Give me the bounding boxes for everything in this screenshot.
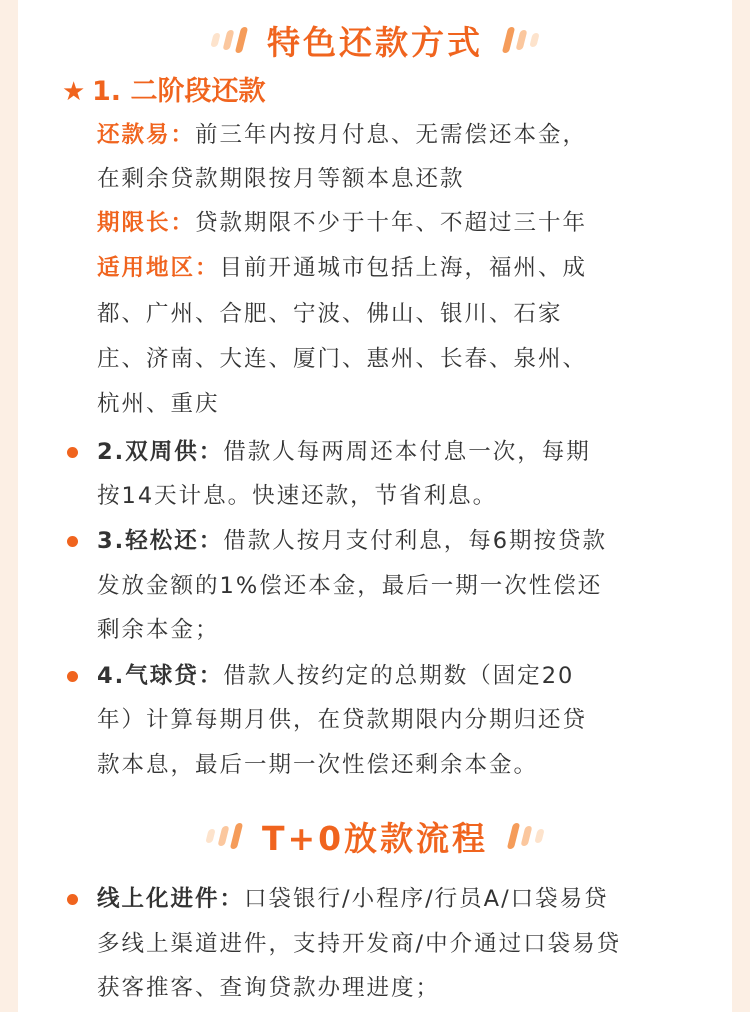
item-label: 2.双周供： [97, 439, 224, 465]
paragraph-line: 杭州、重庆 [97, 391, 220, 417]
decor-bars-right [510, 823, 543, 849]
paragraph-line: 适用地区：目前开通城市包括上海，福州、成 [97, 255, 588, 281]
bullet-dot [67, 671, 78, 682]
paragraph-line: 还款易：前三年内按月付息、无需偿还本金， [97, 122, 588, 148]
section-title: T+0放款流程 [261, 818, 489, 858]
decor-bars-right [505, 27, 538, 53]
item-heading [62, 70, 265, 114]
paragraph-line: 3.轻松还：借款人按月支付利息，每6期按贷款 [97, 528, 608, 554]
paragraph-line: 4.气球贷：借款人按约定的总期数（固定20 [97, 663, 575, 689]
item-heading-text: 1. 二阶段还款 [92, 76, 266, 107]
paragraph-line: 都、广州、合肥、宁波、佛山、银川、石家 [97, 301, 563, 327]
item-label: 线上化进件： [97, 886, 245, 912]
star-icon: ★ [62, 77, 86, 107]
paragraph-line: 剩余本金； [97, 617, 220, 643]
section-header-repayment [18, 10, 732, 70]
bullet-dot [67, 894, 78, 905]
decor-bars-left [212, 27, 245, 53]
paragraph-line: 发放金额的1%偿还本金，最后一期一次性偿还 [97, 573, 603, 599]
section-title: 特色还款方式 [267, 22, 483, 62]
paragraph-line: 庄、济南、大连、厦门、惠州、长春、泉州、 [97, 346, 588, 372]
item-label: 适用地区： [97, 255, 220, 281]
paragraph-line: 在剩余贷款期限按月等额本息还款 [97, 166, 465, 192]
paragraph-line: 年）计算每期月供，在贷款期限内分期归还贷 [97, 707, 588, 733]
decor-bars-left [207, 823, 240, 849]
paragraph-line: 2.双周供：借款人每两周还本付息一次，每期 [97, 439, 591, 465]
paragraph-line: 线上化进件：口袋银行/小程序/行员A/口袋易贷 [97, 886, 609, 912]
paragraph-line: 按14天计息。快速还款，节省利息。 [97, 483, 498, 509]
item-label: 还款易： [97, 122, 196, 148]
paragraph-line: 期限长：贷款期限不少于十年、不超过三十年 [97, 210, 588, 236]
bullet-dot [67, 536, 78, 547]
section-header-loan-process [18, 806, 732, 866]
bullet-dot [67, 447, 78, 458]
item-label: 4.气球贷： [97, 663, 224, 689]
paragraph-line: 获客推客、查询贷款办理进度； [97, 975, 441, 1001]
paragraph-line: 多线上渠道进件，支持开发商/中介通过口袋易贷 [97, 931, 622, 957]
paragraph-line: 款本息，最后一期一次性偿还剩余本金。 [97, 752, 539, 778]
item-label: 期限长： [97, 210, 196, 236]
item-label: 3.轻松还： [97, 528, 224, 554]
